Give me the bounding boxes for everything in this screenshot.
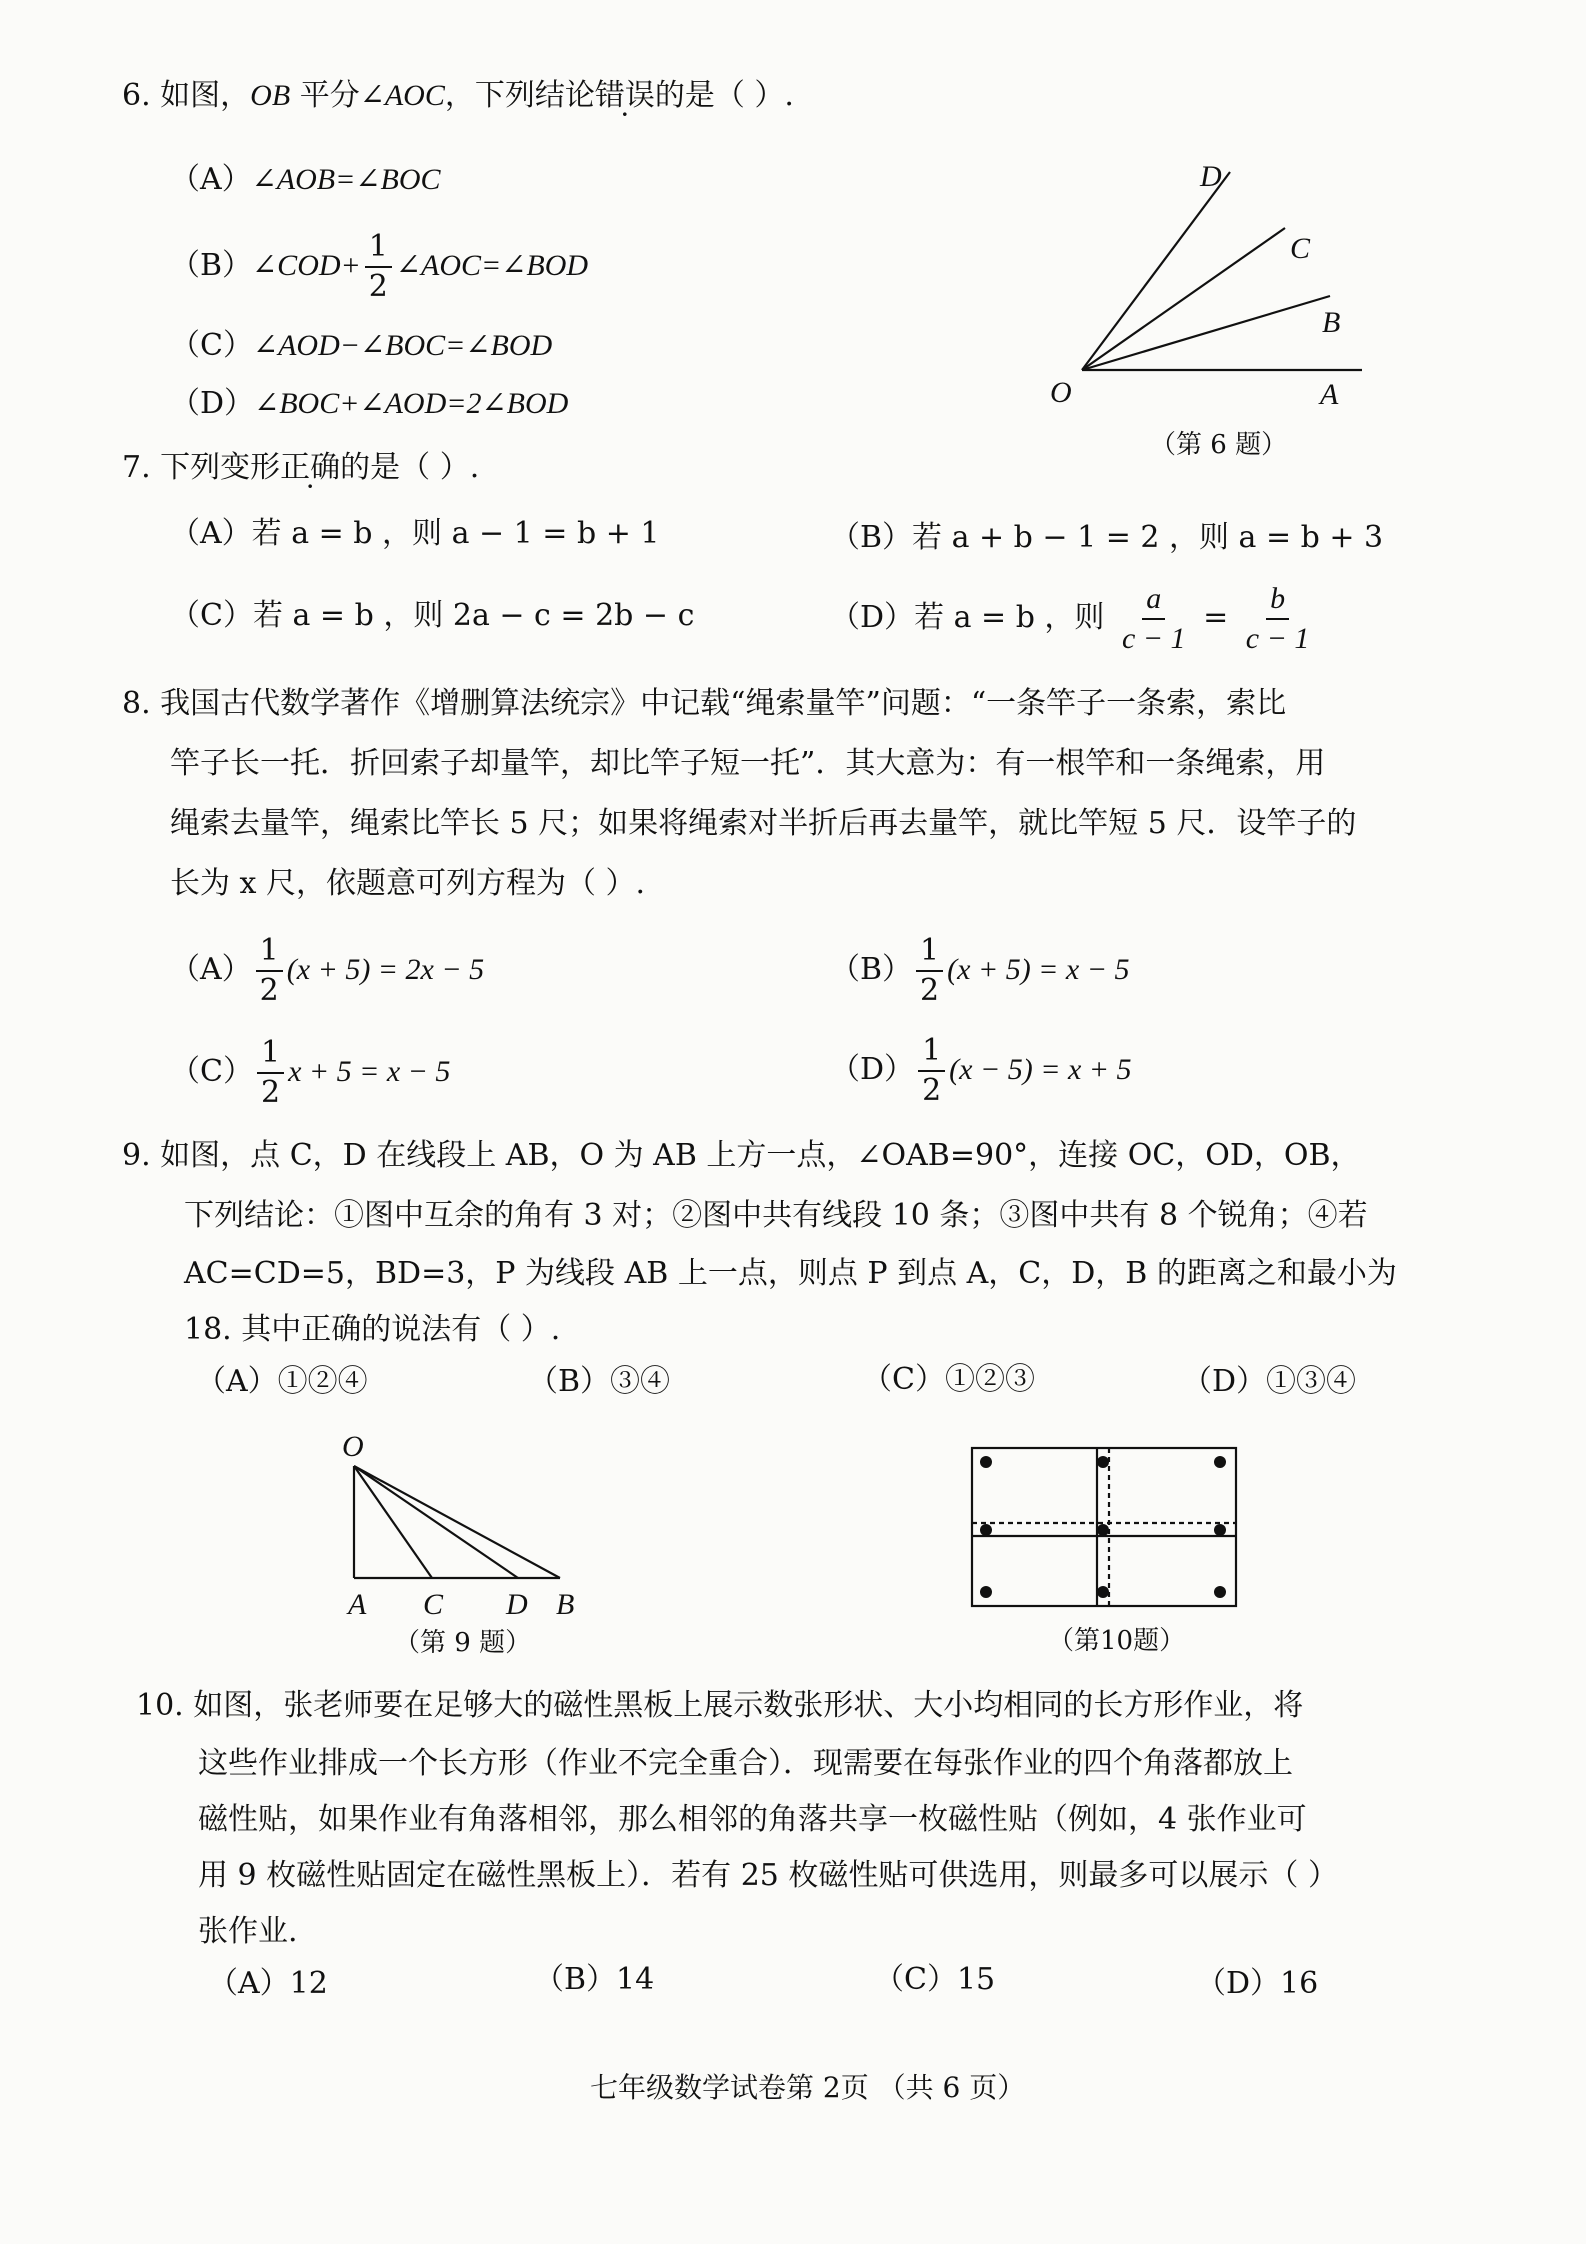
q6-stem: 6. 如图，OB 平分∠AOC，下列结论错误的是（ ）. [122,78,794,113]
q6-emphasis: 错误 [594,78,655,113]
fraction: $\frac{1}{2}$ [918,1036,945,1106]
q8-option-d: （D） $\frac{1}{2}$ (x − 5) = x + 5 [830,1033,1132,1108]
magnet-dot [1214,1586,1226,1598]
q6-option-c: （C）∠AOD−∠BOC=∠BOD [170,328,553,363]
q7-option-d: （D）若 a = b ，则 $\frac{a}{c - 1}$ = $\frac{b}{c - 1}$ [830,578,1317,658]
label-b: B [556,1588,575,1621]
q8-stem-line4: 长为 x 尺，依题意可列方程为（ ）. [170,866,646,901]
q7-option-b: （B）若 a + b − 1 = 2 ，则 a = b + 3 [830,520,1384,555]
q9-option-b: （B）③④ [528,1364,671,1399]
fraction: $\frac{1}{2}$ [365,232,392,302]
q6-caption: （第 6 题） [1150,430,1288,460]
magnet-dot [1214,1524,1226,1536]
q6-figure [1050,150,1380,450]
magnet-dot [1097,1524,1109,1536]
q9-option-a: （A）①②④ [196,1364,368,1399]
q10-stem-line5: 张作业. [198,1914,298,1949]
q8-stem-line3: 绳索去量竿，绳索比竿长 5 尺；如果将绳索对半折后再去量竿，就比竿短 5 尺．设竿子的 [170,806,1357,841]
q9-option-d: （D）①③④ [1182,1364,1357,1399]
label-o: O [1050,376,1072,409]
q9-figure [320,1428,600,1628]
fraction: $\frac{a}{c - 1}$ [1121,582,1186,655]
label-c: C [1290,232,1311,265]
q6-option-a: （A）∠AOB=∠BOC [170,162,441,197]
q9-option-c: （C）①②③ [862,1362,1035,1397]
q6-option-b: （B）∠COD+ $\frac{1}{2}$ ∠AOC=∠BOD [170,229,589,304]
q9-caption: （第 9 题） [394,1628,532,1658]
segment-oc [354,1466,432,1578]
magnet-dot [980,1456,992,1468]
q8-option-b: （B） $\frac{1}{2}$ (x + 5) = x − 5 [830,933,1130,1008]
ray-oc [1082,228,1285,370]
q6-option-d: （D）∠BOC+∠AOD=2∠BOD [170,386,569,421]
q9-stem-line1: 9. 如图，点 C，D 在线段上 AB，O 为 AB 上方一点，∠OAB=90°，连接 OC，OD，OB， [122,1138,1361,1173]
q10-stem-line4: 用 9 枚磁性贴固定在磁性黑板上）．若有 25 枚磁性贴可供选用，则最多可以展示（ ） [198,1858,1338,1893]
q10-option-a: （A）12 [208,1966,328,2001]
label-d: D [506,1588,528,1621]
label-c: C [423,1588,444,1621]
fraction: $\frac{1}{2}$ [256,936,283,1006]
segment-ob [354,1466,560,1578]
magnet-dot [1214,1456,1226,1468]
fraction: $\frac{1}{2}$ [916,936,943,1006]
magnet-dot [1097,1456,1109,1468]
q8-stem-line1: 8. 我国古代数学著作《增删算法统宗》中记载“绳索量竿”问题：“一条竿子一条索，索比 [122,686,1287,721]
q7-option-c: （C）若 a = b ，则 2a − c = 2b − c [170,598,695,633]
q10-stem-line2: 这些作业排成一个长方形（作业不完全重合）．现需要在每张作业的四个角落都放上 [198,1746,1293,1781]
q7-stem: 7. 下列变形正确的是（ ）. [122,450,480,485]
q7-emphasis: 正确 [280,450,341,485]
q10-stem-line1: 10. 如图，张老师要在足够大的磁性黑板上展示数张形状、大小均相同的长方形作业，将 [136,1688,1304,1723]
segment-od [354,1466,518,1578]
magnet-dot [980,1586,992,1598]
label-a: A [1320,378,1339,411]
q9-stem-line4: 18. 其中正确的说法有（ ）. [184,1312,561,1347]
q10-option-c: （C）15 [874,1962,996,1997]
label-d: D [1200,160,1222,193]
q10-option-d: （D）16 [1196,1966,1319,2001]
q7-option-a: （A）若 a = b ，则 a − 1 = b + 1 [170,516,660,551]
magnet-dot [980,1524,992,1536]
q9-stem-line3: AC=CD=5，BD=3，P 为线段 AB 上一点，则点 P 到点 A，C，D，B 的距离之和最小为 [184,1256,1397,1291]
q8-option-a: （A） $\frac{1}{2}$ (x + 5) = 2x − 5 [170,933,485,1008]
q10-caption: （第10题） [1048,1626,1186,1656]
fraction: $\frac{b}{c - 1}$ [1245,582,1310,655]
q8-stem-line2: 竿子长一托．折回索子却量竿，却比竿子短一托”．其大意为：有一根竿和一条绳索，用 [170,746,1326,781]
ray-ob [1082,296,1330,370]
q10-figure [968,1444,1248,1614]
ray-od [1082,172,1230,370]
q10-option-b: （B）14 [534,1962,655,1997]
q9-stem-line2: 下列结论：①图中互余的角有 3 对；②图中共有线段 10 条；③图中共有 8 个锐角；④若 [184,1198,1368,1233]
label-b: B [1322,306,1341,339]
q10-stem-line3: 磁性贴，如果作业有角落相邻，那么相邻的角落共享一枚磁性贴（例如，4 张作业可 [198,1802,1307,1837]
label-o: O [342,1430,364,1463]
fraction: $\frac{1}{2}$ [257,1038,284,1108]
q8-option-c: （C） $\frac{1}{2}$ x + 5 = x − 5 [170,1035,451,1110]
magnet-dot [1097,1586,1109,1598]
page-footer: 七年级数学试卷第 2页 （共 6 页） [590,2071,1026,2104]
label-a: A [348,1588,367,1621]
